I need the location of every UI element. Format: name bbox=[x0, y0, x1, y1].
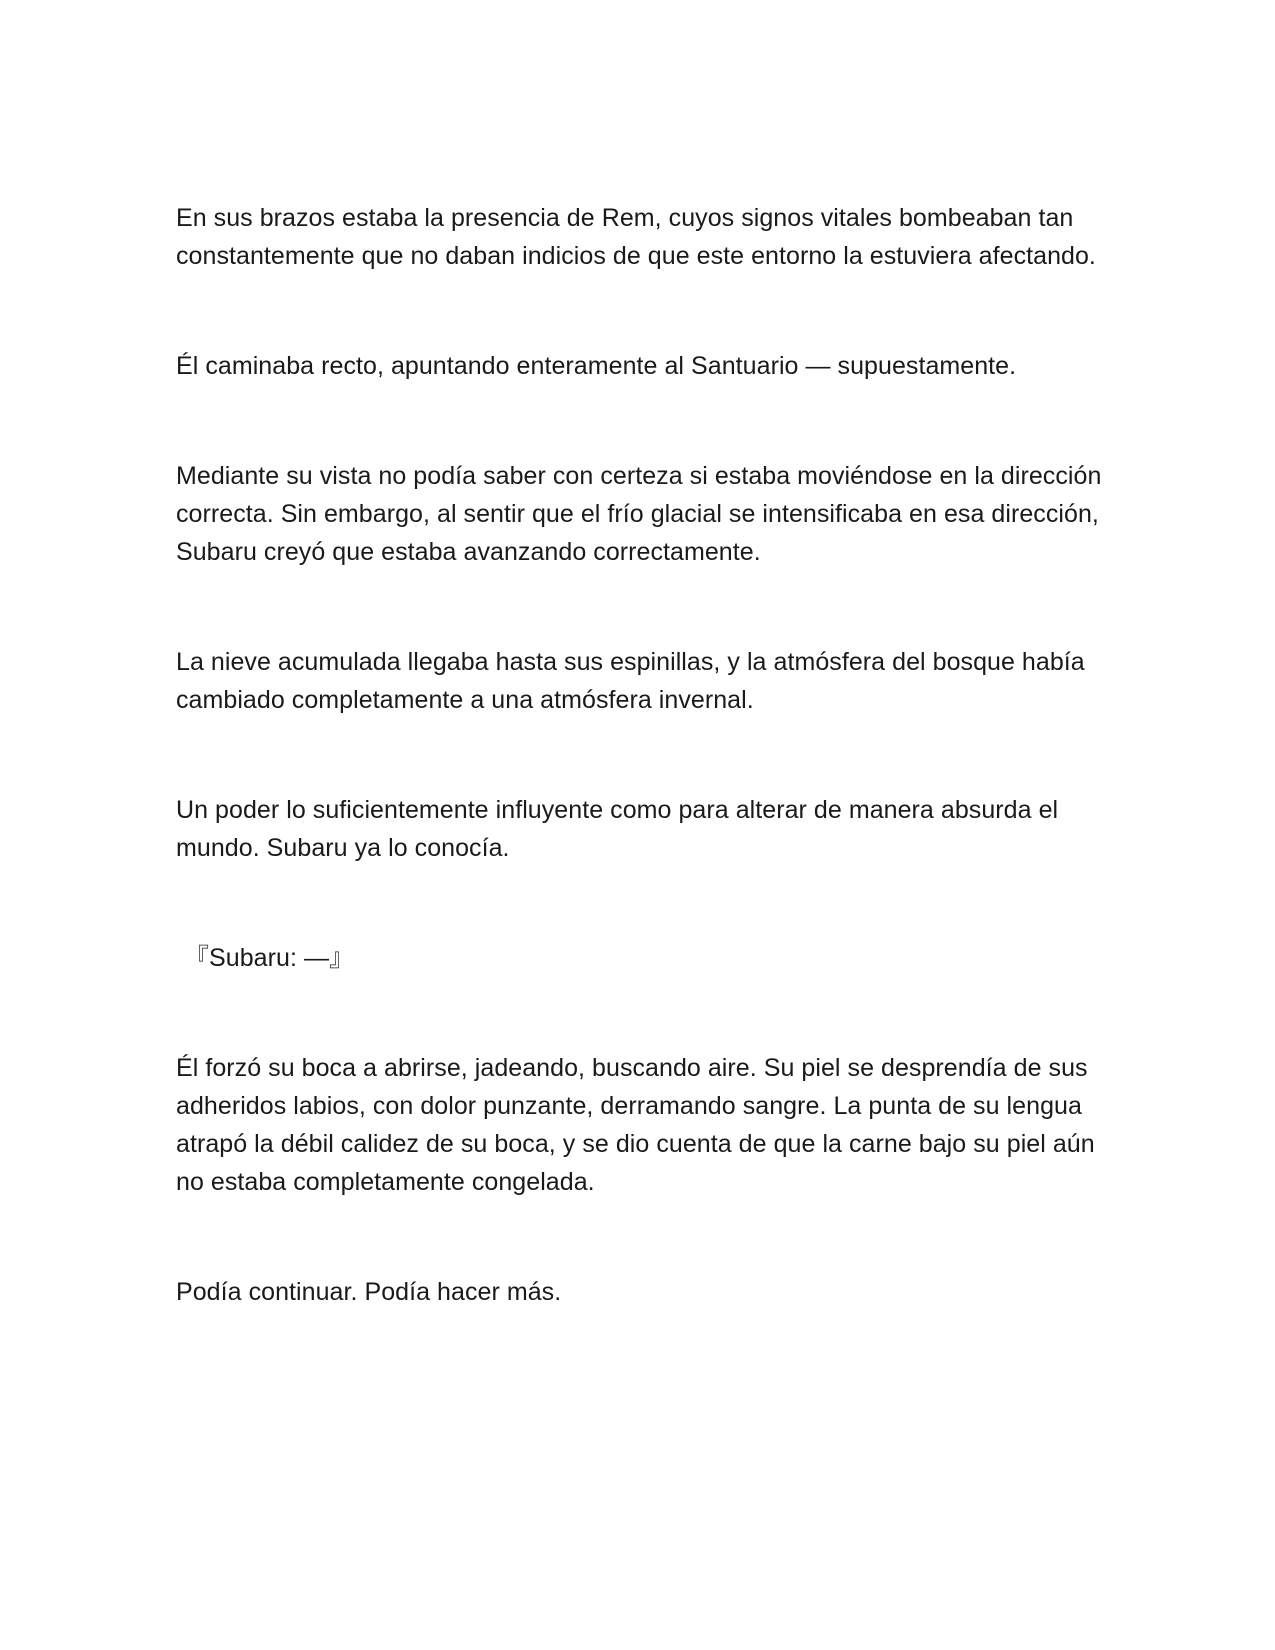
paragraph-3: Mediante su vista no podía saber con certeza si estaba moviéndose en la dirección correcta. Sin embargo, al sentir que el frío glacial se intensificaba en esa dirección, Subaru creyó que estaba avanzando correctamente. bbox=[176, 462, 1102, 566]
paragraph-spacer bbox=[176, 719, 1111, 791]
paragraph-8: Podía continuar. Podía hacer más. bbox=[176, 1278, 562, 1306]
paragraph-spacer bbox=[176, 867, 1111, 939]
paragraph-5: Un poder lo suficientemente influyente como para alterar de manera absurda el mundo. Subaru ya lo conocía. bbox=[176, 796, 1059, 862]
paragraph-spacer bbox=[176, 275, 1111, 347]
paragraph-spacer bbox=[176, 571, 1111, 643]
paragraph-spacer bbox=[176, 385, 1111, 457]
paragraph-7: Él forzó su boca a abrirse, jadeando, buscando aire. Su piel se desprendía de sus adheridos labios, con dolor punzante, derramando sangre. La punta de su lengua atrapó la débil calidez de su boca, y se dio cuenta de que la carne bajo su piel aún no estaba completamente congelada. bbox=[176, 1054, 1095, 1196]
paragraph-2: Él caminaba recto, apuntando enteramente al Santuario — supuestamente. bbox=[176, 352, 1017, 380]
document-body bbox=[176, 199, 1111, 1311]
paragraph-1: En sus brazos estaba la presencia de Rem, cuyos signos vitales bombeaban tan constantemente que no daban indicios de que este entorno la estuviera afectando. bbox=[176, 204, 1096, 270]
paragraph-spacer bbox=[176, 1201, 1111, 1273]
paragraph-spacer bbox=[176, 977, 1111, 1049]
dialogue-line: 『Subaru: —』 bbox=[184, 944, 355, 972]
paragraph-4: La nieve acumulada llegaba hasta sus espinillas, y la atmósfera del bosque había cambiado completamente a una atmósfera invernal. bbox=[176, 648, 1085, 714]
